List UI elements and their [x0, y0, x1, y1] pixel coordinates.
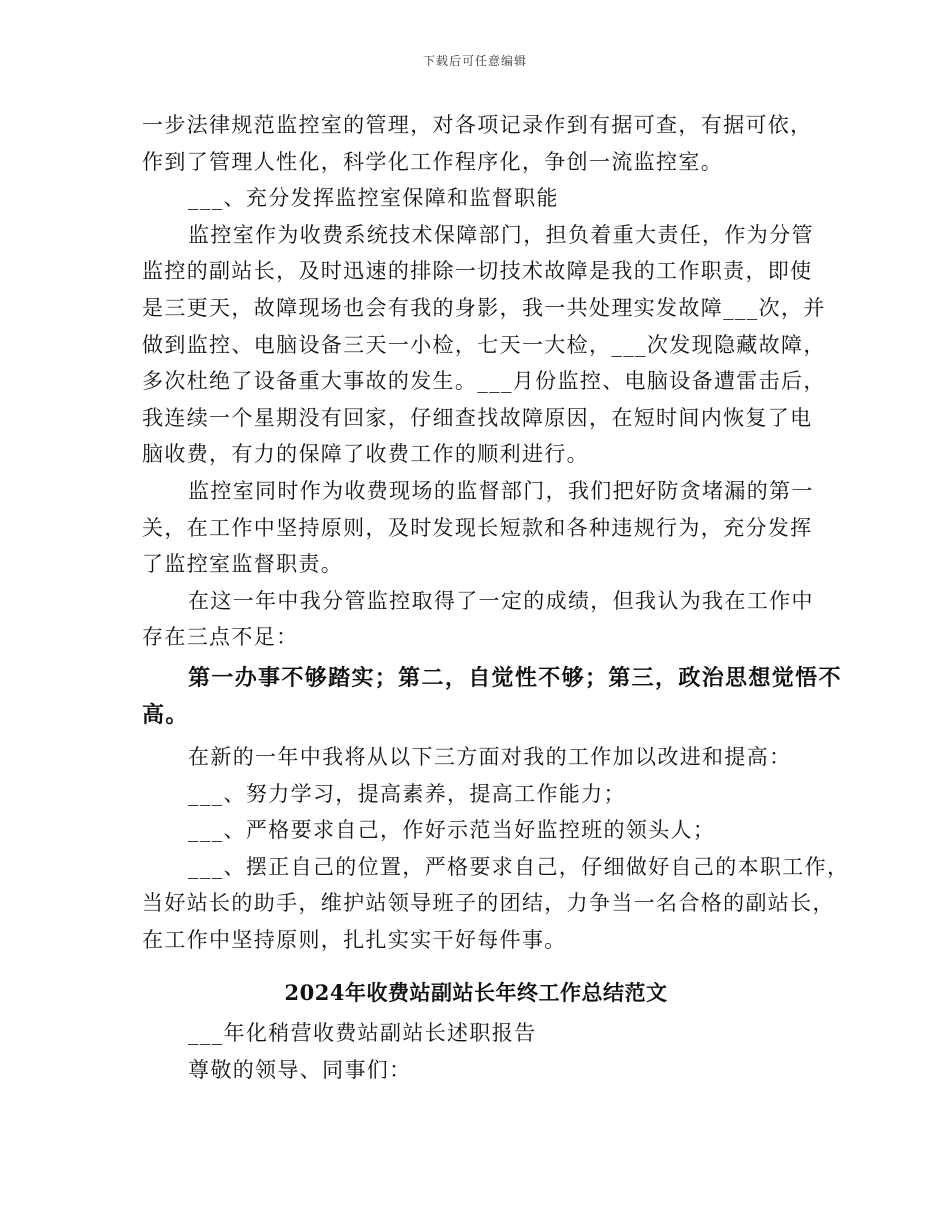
paragraph-line: 了监控室监督职责。 — [142, 552, 344, 577]
paragraph-line: 当好站长的助手，维护站领导班子的团结，力争当一名合格的副站长， — [142, 891, 835, 916]
paragraph-line: 在工作中坚持原则，扎扎实实干好每件事。 — [142, 928, 567, 953]
salutation: 尊敬的领导、同事们： — [188, 1057, 412, 1082]
paragraph-line: 脑收费，有力的保障了收费工作的顺利进行。 — [142, 442, 589, 467]
paragraph-line: 作到了管理人性化，科学化工作程序化，争创一流监控室。 — [142, 149, 724, 174]
document-body — [142, 107, 850, 1088]
paragraph-line: 在新的一年中我将从以下三方面对我的工作加以改进和提高： — [188, 745, 792, 770]
paragraph-line: 监控室同时作为收费现场的监督部门，我们把好防贪堵漏的第一 — [188, 478, 814, 503]
bold-line: 高。 — [142, 701, 189, 728]
page-header-caption: 下载后可任意编辑 — [422, 54, 527, 68]
section-title: 2024年收费站副站长年终工作总结范文 — [284, 979, 668, 1005]
list-item: ___、摆正自己的位置，严格要求自己，仔细做好自己的本职工作， — [188, 854, 850, 879]
paragraph-line: 多次杜绝了设备重大事故的发生。___月份监控、电脑设备遭雷击后， — [142, 369, 826, 394]
bold-line: 第一办事不够踏实；第二，自觉性不够；第三，政治思想觉悟不 — [188, 664, 842, 691]
paragraph-line: 一步法律规范监控室的管理，对各项记录作到有据可查，有据可依， — [142, 113, 813, 137]
paragraph-line: ___年化稍营收费站副站长述职报告 — [188, 1021, 537, 1046]
paragraph-line: 是三更天，故障现场也会有我的身影，我一共处理实发故障___次，并 — [142, 295, 826, 320]
paragraph-line: 存在三点不足： — [142, 625, 299, 650]
list-item: ___、严格要求自己，作好示范当好监控班的领头人； — [188, 818, 716, 843]
paragraph-line: 关，在工作中坚持原则，及时发现长短款和各种违规行为，充分发挥 — [142, 515, 813, 540]
paragraph-line: 做到监控、电脑设备三天一小检，七天一大检，___次发现隐藏故障， — [142, 332, 826, 357]
paragraph-line: 我连续一个星期没有回家，仔细查找故障原因，在短时间内恢复了电 — [142, 405, 813, 430]
paragraph-line: 监控的副站长，及时迅速的排除一切技术故障是我的工作职责，即使 — [142, 259, 813, 284]
bold-paragraph — [142, 660, 842, 733]
list-item: ___、努力学习，提高素养，提高工作能力； — [188, 781, 626, 806]
section-heading: ___、充分发挥监控室保障和监督职能 — [188, 186, 559, 211]
paragraph-line: 监控室作为收费系统技术保障部门，担负着重大责任，作为分管 — [188, 222, 814, 247]
paragraph-line: 在这一年中我分管监控取得了一定的成绩，但我认为我在工作中 — [188, 588, 814, 613]
